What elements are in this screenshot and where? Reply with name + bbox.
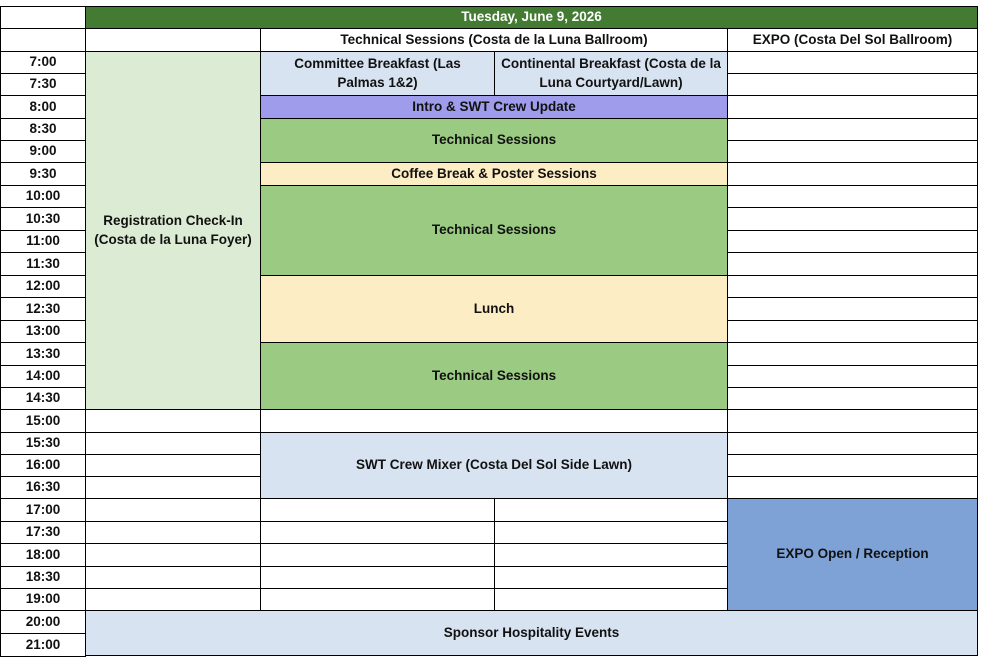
time-label: 20:00 [0,610,86,634]
time-label: 21:00 [0,633,86,657]
time-label: 14:30 [0,387,86,410]
expo-column-header: EXPO (Costa Del Sol Ballroom) [727,28,978,52]
coffee-break-block: Coffee Break & Poster Sessions [260,162,728,186]
expo-empty-slot [727,365,978,388]
time-label: 11:00 [0,230,86,253]
time-label: 9:30 [0,162,86,186]
time-label: 13:30 [0,342,86,366]
time-label: 18:30 [0,566,86,589]
expo-empty-slot [727,51,978,74]
date-header: Tuesday, June 9, 2026 [85,6,978,29]
technical-left-empty-slot [260,521,495,544]
registration-column-empty-slot [85,521,261,544]
expo-empty-slot [727,409,978,433]
intro-update-block: Intro & SWT Crew Update [260,95,728,119]
technical-right-empty-slot [494,588,728,611]
empty-technical-slot [260,409,728,433]
time-label: 16:30 [0,476,86,499]
time-label: 18:00 [0,543,86,567]
continental-breakfast-block: Continental Breakfast (Costa de la Luna Courtyard/Lawn) [494,51,728,96]
technical-sessions-block-2: Technical Sessions [260,185,728,276]
technical-column-header: Technical Sessions (Costa de la Luna Ballroom) [260,28,728,52]
time-label: 10:00 [0,185,86,208]
time-label: 15:30 [0,432,86,455]
time-label: 8:30 [0,118,86,141]
expo-empty-slot [727,320,978,343]
crew-mixer-block: SWT Crew Mixer (Costa Del Sol Side Lawn) [260,432,728,499]
time-label: 12:00 [0,275,86,298]
registration-column-empty-slot [85,498,261,522]
time-label: 15:00 [0,409,86,433]
expo-empty-slot [727,275,978,298]
time-label: 17:00 [0,498,86,522]
expo-empty-slot [727,118,978,141]
technical-sessions-block-1: Technical Sessions [260,118,728,163]
time-label: 10:30 [0,207,86,231]
expo-empty-slot [727,252,978,276]
technical-right-empty-slot [494,543,728,567]
time-label: 11:30 [0,252,86,276]
time-label: 17:30 [0,521,86,544]
time-label: 14:00 [0,365,86,388]
technical-left-empty-slot [260,588,495,611]
technical-right-empty-slot [494,498,728,522]
technical-left-empty-slot [260,543,495,567]
time-label: 16:00 [0,454,86,477]
expo-empty-slot [727,207,978,231]
technical-sessions-block-3: Technical Sessions [260,342,728,410]
registration-block: Registration Check-In (Costa de la Luna Foyer) [85,51,261,410]
registration-column-empty-slot [85,566,261,589]
corner-cell-2 [0,28,86,52]
registration-column-empty-slot [85,543,261,567]
expo-empty-slot [727,387,978,410]
expo-empty-slot [727,73,978,96]
time-label: 8:00 [0,95,86,119]
expo-empty-slot [727,476,978,499]
time-label: 12:30 [0,297,86,321]
expo-empty-slot [727,432,978,455]
registration-column-empty-slot [85,476,261,499]
time-label: 7:30 [0,73,86,96]
corner-cell [0,6,86,29]
expo-empty-slot [727,342,978,366]
expo-empty-slot [727,454,978,477]
expo-empty-slot [727,95,978,119]
time-label: 13:00 [0,320,86,343]
technical-left-empty-slot [260,566,495,589]
expo-open-block: EXPO Open / Reception [727,498,978,611]
registration-column-empty-slot [85,432,261,455]
expo-empty-slot [727,140,978,163]
time-label: 19:00 [0,588,86,611]
technical-left-empty-slot [260,498,495,522]
blank-column-header [85,28,261,52]
technical-right-empty-slot [494,521,728,544]
time-label: 9:00 [0,140,86,163]
technical-right-empty-slot [494,566,728,589]
expo-empty-slot [727,162,978,186]
expo-empty-slot [727,185,978,208]
sponsor-hospitality-block: Sponsor Hospitality Events [85,610,978,656]
lunch-block: Lunch [260,275,728,343]
expo-empty-slot [727,230,978,253]
expo-empty-slot [727,297,978,321]
registration-column-empty-slot [85,454,261,477]
registration-column-empty-slot [85,588,261,611]
committee-breakfast-block: Committee Breakfast (Las Palmas 1&2) [260,51,495,96]
registration-column-empty-slot [85,409,261,433]
time-label: 7:00 [0,51,86,74]
